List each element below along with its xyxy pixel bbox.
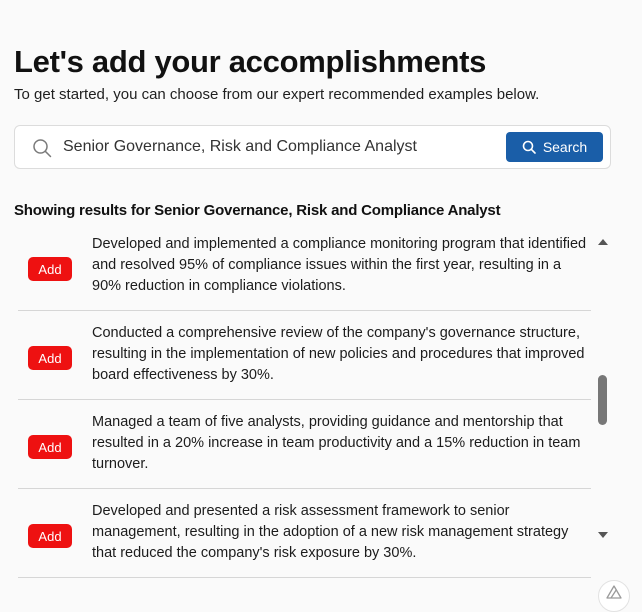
results-scrollbar[interactable]: [597, 235, 609, 545]
search-input[interactable]: [63, 132, 493, 162]
page-subtitle: To get started, you can choose from our expert recommended examples below.: [14, 86, 540, 103]
list-item: [18, 400, 591, 489]
page-title: Let's add your accomplishments: [14, 44, 487, 79]
help-widget[interactable]: [598, 580, 630, 612]
results-heading: Showing results for Senior Governance, Risk and Compliance Analyst: [14, 202, 501, 219]
search-button-label: Search: [542, 139, 588, 155]
result-text: Conducted a comprehensive review of the company's governance structure, resulting in the implementation of new policies and procedures that improved board effectiveness by 30%.: [92, 325, 585, 383]
add-button[interactable]: Add: [28, 435, 72, 459]
search-icon: [32, 138, 52, 158]
scroll-down-arrow-icon[interactable]: [598, 532, 608, 538]
list-item: [18, 489, 591, 578]
triangle-logo-icon: [606, 585, 622, 599]
search-button-icon: [522, 140, 536, 154]
add-button[interactable]: Add: [28, 524, 72, 548]
result-text: Developed and presented a risk assessment framework to senior management, resulting in the adoption of a new risk management strategy that reduced the company's risk exposure by 30%.: [92, 503, 569, 561]
add-button[interactable]: Add: [28, 257, 72, 281]
results-list[interactable]: [18, 235, 598, 561]
result-text: Managed a team of five analysts, providing guidance and mentorship that resulted in a 20% increase in team productivity and a 15% reduction in team turnover.: [92, 414, 581, 472]
search-button[interactable]: [506, 132, 603, 162]
list-item: [18, 311, 591, 400]
search-bar: [14, 125, 611, 169]
list-item: [18, 222, 591, 311]
scroll-up-arrow-icon[interactable]: [598, 239, 608, 245]
result-text: Developed and implemented a compliance monitoring program that identified and resolved 95% of compliance issues within the first year, resulting in a 90% reduction in compliance violations.: [92, 236, 587, 294]
scrollbar-thumb[interactable]: [598, 375, 607, 425]
add-button[interactable]: Add: [28, 346, 72, 370]
